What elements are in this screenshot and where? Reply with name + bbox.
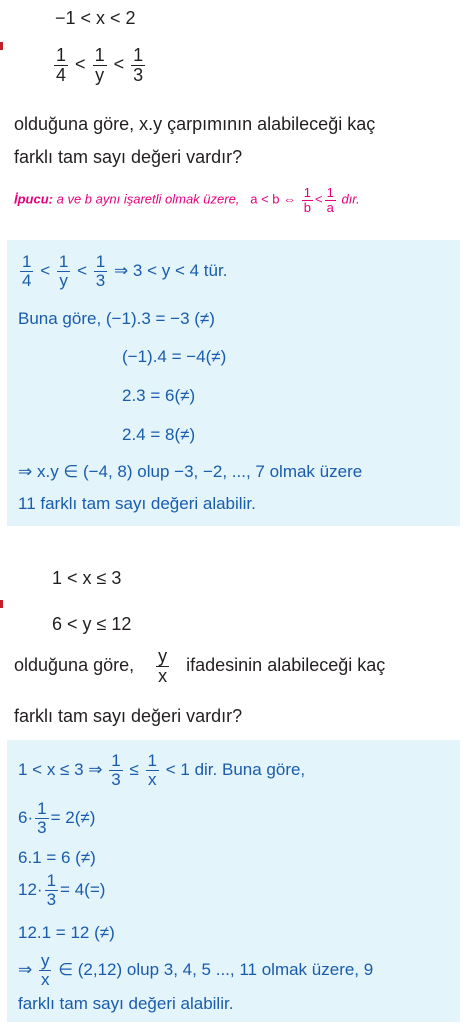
solution1-line7: 11 farklı tam sayı değeri alabilir. [18, 494, 256, 513]
fraction: $\frac{1}{4}$ [56, 45, 67, 85]
solution1-line3: (−1).4 = −4(≠) [122, 347, 227, 366]
problem2-question-line2: farklı tam sayı değeri vardır? [14, 706, 243, 726]
margin-mark [0, 600, 3, 608]
hint-line: İpucu: a ve b aynı işaretli olmak üzere, a < b ⇔ $\frac{1}{b}$ < $\frac{1}{a}$ dır. [14, 185, 360, 215]
fraction: $\frac{1}{3}$ [111, 751, 121, 789]
solution1-line5: 2.4 = 8(≠) [122, 425, 196, 444]
fraction: $\frac{y}{x}$ [158, 646, 168, 686]
problem1-question-line2: farklı tam sayı değeri vardır? [14, 147, 243, 167]
fraction: $\frac{1}{3}$ [133, 45, 144, 85]
margin-mark [0, 42, 3, 50]
fraction: $\frac{1}{b}$ [303, 185, 312, 215]
fraction: $\frac{1}{a}$ [326, 185, 334, 215]
hint-text: a ve b aynı işaretli olmak üzere, [53, 191, 240, 207]
solution2-line4: 12· $\frac{1}{3}$ = 4(=) [18, 871, 106, 909]
solution2-line7: farklı tam sayı değeri alabilir. [18, 994, 234, 1013]
solution1-line4: 2.3 = 6(≠) [122, 386, 196, 405]
problem2-condition-y: 6 < y ≤ 12 [52, 614, 132, 634]
problem2-condition-x: 1 < x ≤ 3 [52, 568, 122, 588]
problem2-question-line1: olduğuna göre, $\frac{y}{x}$ ifadesinin alabileceği kaç [14, 646, 386, 686]
problem1-condition-y: $\frac{1}{4}$ < $\frac{1}{y}$ < $\frac{1}{3}$ [56, 45, 144, 85]
problem1-question-line1: olduğuna göre, x.y çarpımının alabileceği kaç [14, 114, 376, 134]
solution1-line1: $\frac{1}{4}$ < $\frac{1}{y}$ < $\frac{1}{3}$ ⇒ 3 < y < 4 tür. [22, 252, 228, 290]
solution2-line6: ⇒ $\frac{y}{x}$ ∈ (2,12) olup 3, 4, 5 ..., 11 olmak üzere, 9 [18, 951, 374, 989]
fraction: $\frac{1}{y}$ [94, 45, 105, 85]
fraction: $\frac{1}{x}$ [147, 751, 158, 789]
solution2-line1: 1 < x ≤ 3 ⇒ $\frac{1}{3}$ ≤ $\frac{1}{x}$ < 1 dir. Buna göre, [18, 751, 306, 789]
fraction: $\frac{1}{4}$ [22, 252, 32, 290]
hint-end: dır. [341, 191, 360, 207]
solution2-line2: 6· $\frac{1}{3}$ = 2(≠) [18, 799, 96, 837]
hint-relation: a < b ⇔ [250, 191, 297, 207]
fraction: $\frac{1}{y}$ [58, 252, 69, 290]
fraction: $\frac{1}{3}$ [95, 252, 106, 290]
solution1-line6: ⇒ x.y ∈ (−4, 8) olup −3, −2, ..., 7 olmak üzere [18, 462, 363, 481]
problem1-condition-x: −1 < x < 2 [55, 8, 136, 28]
solution1-line2: Buna göre, (−1).3 = −3 (≠) [18, 309, 215, 328]
hint-label: İpucu: [14, 191, 53, 207]
solution2-line5: 12.1 = 12 (≠) [18, 923, 115, 942]
fraction: $\frac{y}{x}$ [40, 951, 50, 989]
fraction: $\frac{1}{3}$ [46, 871, 57, 909]
fraction: $\frac{1}{3}$ [37, 799, 47, 837]
solution2-line3: 6.1 = 6 (≠) [18, 848, 96, 867]
